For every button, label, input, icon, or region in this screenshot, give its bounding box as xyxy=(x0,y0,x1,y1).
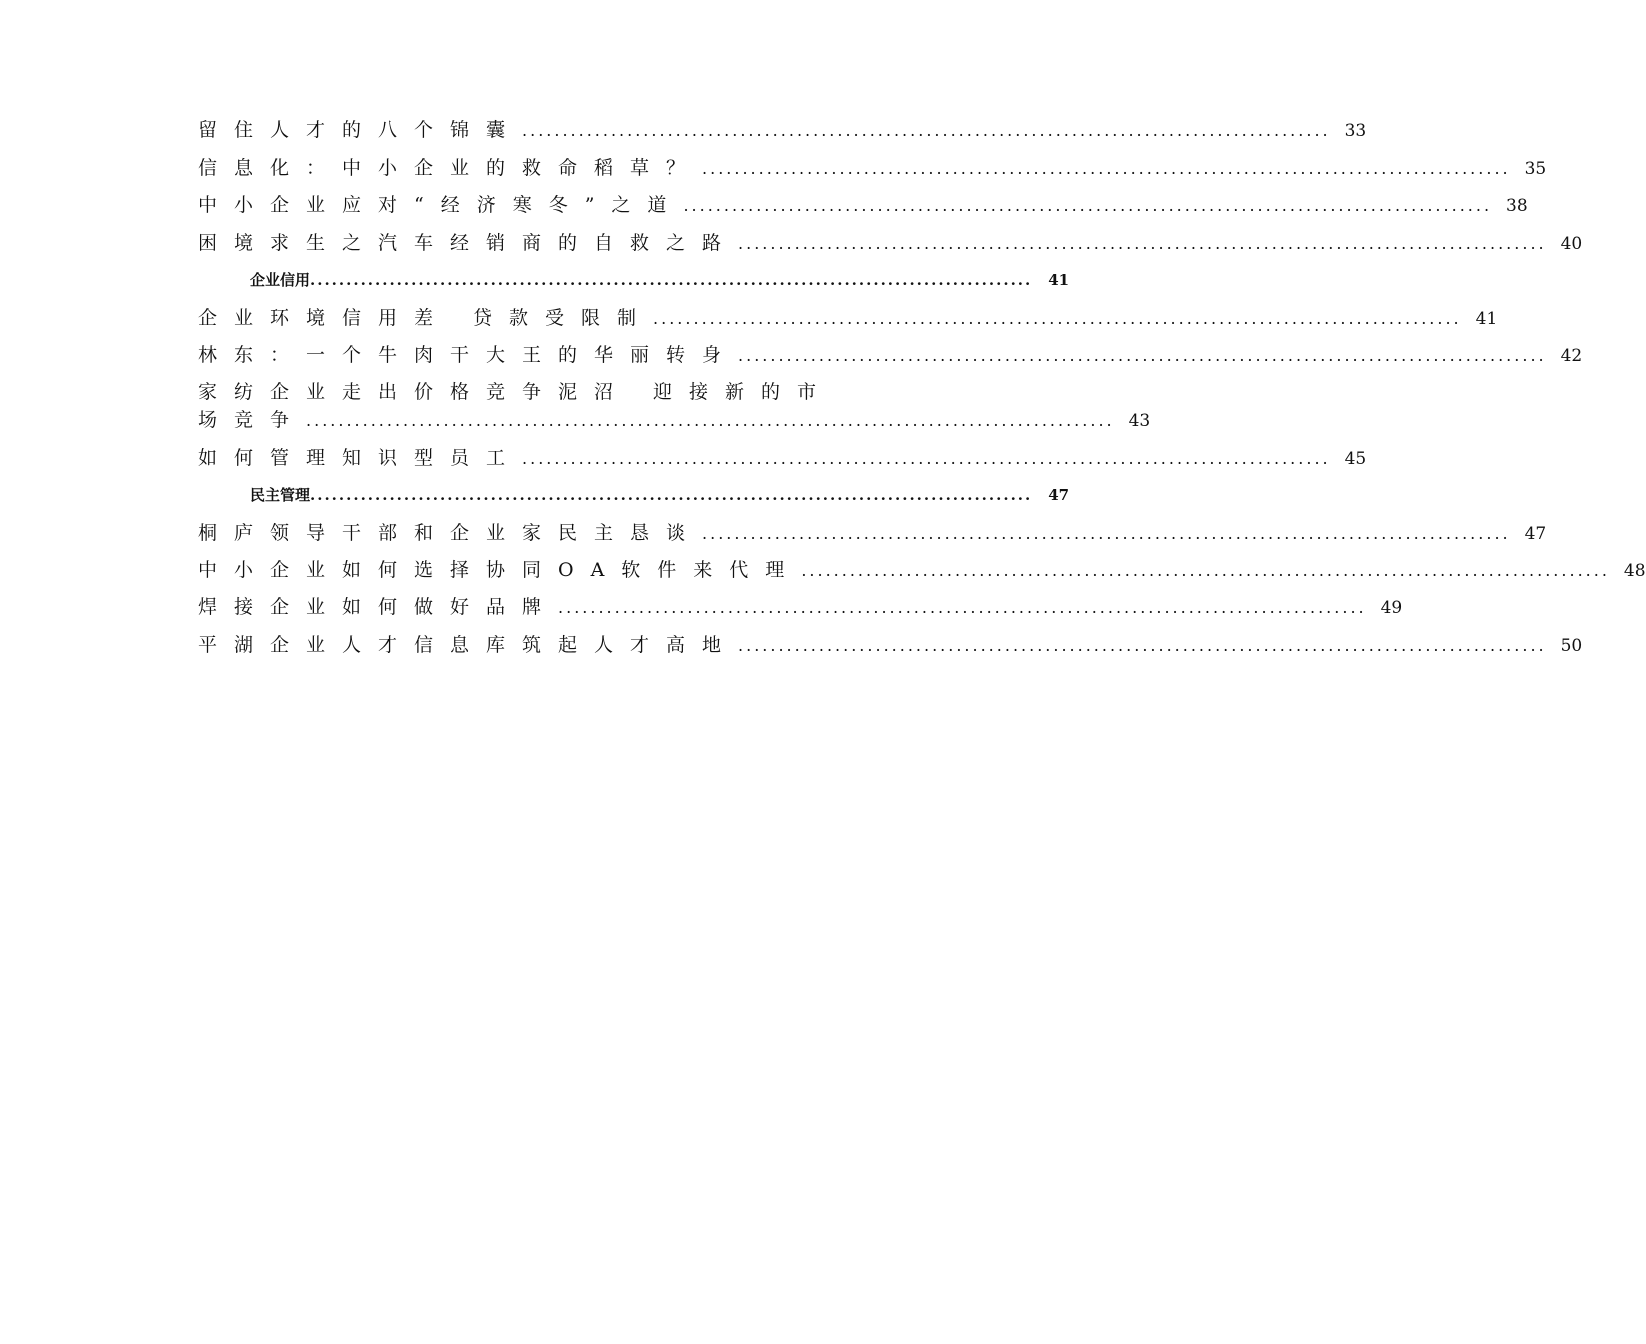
toc-entry-title: 留住人才的八个锦囊 xyxy=(198,119,523,141)
toc-entry-title: 中小企业如何选择协同OA软件来代理 xyxy=(198,559,802,581)
toc-section-heading[interactable] xyxy=(250,483,1070,507)
toc-entry[interactable] xyxy=(198,192,1528,218)
toc-entry-page: 45 xyxy=(1344,449,1367,469)
dot-leader: .................................................................................................... xyxy=(558,598,1367,617)
toc-entry-page: 35 xyxy=(1524,159,1547,179)
toc-entry-title: 中小企业应对“经济寒冬”之道 xyxy=(198,194,684,216)
toc-entry[interactable] xyxy=(198,117,1367,143)
toc-entry-page: 40 xyxy=(1560,234,1583,254)
toc-entry[interactable] xyxy=(198,305,1498,331)
toc-entry-page: 48 xyxy=(1623,561,1646,581)
toc-entry-page: 38 xyxy=(1506,196,1528,216)
section-title: 企业信用 xyxy=(250,271,311,289)
toc-entry-title: 平湖企业人才信息库筑起人才高地 xyxy=(198,634,739,656)
toc-entry[interactable] xyxy=(198,378,1151,434)
toc-entry[interactable] xyxy=(198,445,1367,471)
dot-leader: .................................................................................................... xyxy=(522,449,1331,468)
dot-leader: .................................................................................................... xyxy=(738,346,1547,365)
dot-leader: .................................................................................................... xyxy=(653,309,1462,328)
toc-entry[interactable] xyxy=(198,520,1547,546)
toc-entry[interactable] xyxy=(198,632,1583,658)
toc-entry-page: 49 xyxy=(1380,598,1403,618)
toc-entry-page: 47 xyxy=(1524,524,1547,544)
toc-entry[interactable] xyxy=(198,594,1403,620)
toc-entry[interactable] xyxy=(198,557,1646,583)
toc-entry-title-line1: 家纺企业走出价格竞争泥沼 迎接新的市 xyxy=(198,381,834,403)
toc-entry-title: 焊接企业如何做好品牌 xyxy=(198,596,559,618)
toc-entry-page: 50 xyxy=(1560,636,1583,656)
dot-leader: .................................................................................................... xyxy=(310,271,1033,289)
dot-leader: .................................................................................................... xyxy=(738,636,1547,655)
section-page: 47 xyxy=(1048,486,1070,504)
section-page: 41 xyxy=(1048,271,1070,289)
toc-entry-title: 信息化：中小企业的救命稻草？ xyxy=(198,157,703,179)
section-title: 民主管理 xyxy=(250,486,311,504)
toc-entry-line2 xyxy=(198,406,1151,434)
dot-leader: .................................................................................................... xyxy=(801,561,1610,580)
dot-leader: .................................................................................................... xyxy=(702,524,1511,543)
toc-entry-title: 如何管理知识型员工 xyxy=(198,447,523,469)
toc-entry[interactable] xyxy=(198,230,1583,256)
toc-entry-title-line2: 场竞争 xyxy=(198,409,307,431)
dot-leader: .................................................................................................... xyxy=(310,486,1033,504)
dot-leader: .................................................................................................... xyxy=(306,411,1115,430)
toc-section-heading[interactable] xyxy=(250,268,1070,292)
dot-leader: .................................................................................................... xyxy=(702,159,1511,178)
toc-entry-page: 33 xyxy=(1344,121,1367,141)
toc-entry-page: 43 xyxy=(1128,411,1151,431)
dot-leader: .................................................................................................... xyxy=(522,121,1331,140)
toc-entry[interactable] xyxy=(198,155,1547,181)
toc-entry-title: 困境求生之汽车经销商的自救之路 xyxy=(198,232,739,254)
toc-entry-page: 41 xyxy=(1475,309,1498,329)
dot-leader: .................................................................................................... xyxy=(738,234,1547,253)
toc-entry-title: 企业环境信用差 贷款受限制 xyxy=(198,307,654,329)
dot-leader: .................................................................................................... xyxy=(683,196,1493,215)
toc-entry-title: 桐庐领导干部和企业家民主恳谈 xyxy=(198,522,703,544)
toc-entry[interactable] xyxy=(198,342,1583,368)
toc-entry-title: 林东：一个牛肉干大王的华丽转身 xyxy=(198,344,739,366)
toc-entry-page: 42 xyxy=(1560,346,1583,366)
